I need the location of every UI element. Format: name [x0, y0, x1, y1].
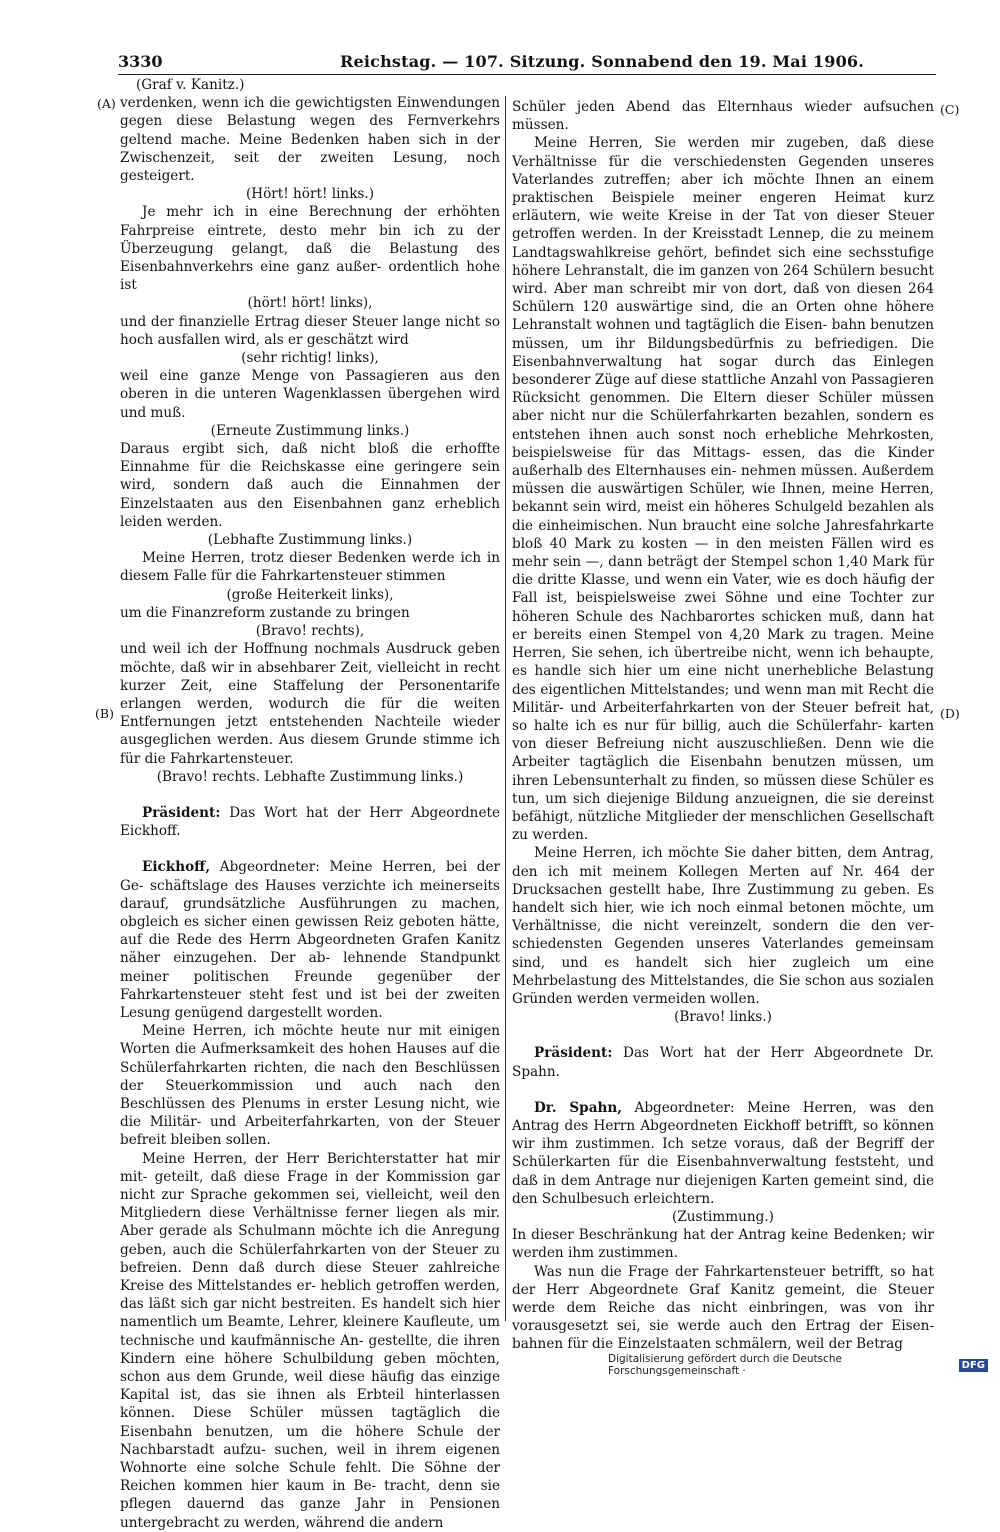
- speech-text: Abgeordneter: Meine Herren, bei der Ge- schäftslage des Hauses verzichte ich meinerseits darauf, grundsätzliche Ausführungen zu machen, obgleich es sicher einen gewissen Reiz geboten hätte, auf die Rede des Herrn Abgeordneten Grafen Kanitz näher einzugehen. Der ab- lehnende Standpunkt meiner politischen Freunde gegenüber der Fahrkartensteuer steht fest und ist bei der zweiten Lesung genügend dargestellt worden.: [120, 859, 500, 1021]
- paragraph: Was nun die Frage der Fahrkartensteuer betrifft, so hat der Herr Abgeordnete Graf Kanitz gemeint, die Steuer werde dem Reiche das nicht einbringen, was von ihr vorausgesetzt sei, sie werde auch den Ertrag der Eisen- bahnen für die Einzelstaaten schmälern, weil der Betrag: [512, 1263, 934, 1353]
- paragraph: und der finanzielle Ertrag dieser Steuer lange nicht so hoch ausfallen wird, als er geschätzt wird: [120, 313, 500, 348]
- interjection: (Bravo! rechts. Lebhafte Zustimmung links.): [156, 768, 464, 785]
- page-header: [118, 52, 936, 75]
- speaker-name: Dr. Spahn,: [534, 1099, 622, 1116]
- speaker-tag: (Graf v. Kanitz.): [136, 77, 245, 93]
- running-head: Reichstag. — 107. Sitzung. Sonnabend den 19. Mai 1906.: [339, 52, 865, 71]
- paragraph: Meine Herren, der Herr Berichterstatter hat mir mit- geteilt, daß diese Frage in der Kommission gar nicht zur Sprache gekommen sei, vielleicht, weil den Mitgliedern diese Verhältnisse ferner liegen als mir. Aber gerade als Schulmann möchte ich die Anregung geben, auch die Schülerfahrkarten von der Steuer zu befreien. Denn daß durch diese Steuer zahlreiche Kreise des Mittelstandes er- heblich getroffen werden, das läßt sich gar nicht bestreiten. Es handelt sich hier namentlich um Beamte, Lehrer, kleinere Kaufleute, um technische und kaufmännische An- gestellte, die ihren Kindern eine höhere Schulbildung geben möchten, schon aus dem Grunde, weil diese häufig das einzige Kapital ist, das sie ihnen als Erbteil hinterlassen können. Diese Schüler müssen tagtäglich die Eisenbahn benutzen, um die höhere Schule der Nachbarstadt aufzu- suchen, weil in ihrem eigenen Wohnorte eine solche Schule fehlt. Die Söhne der Reichen kommen hier kaum in Be- tracht, denn sie pflegen dauernd das ganze Jahr in Pensionen untergebracht zu werden, während die andern: [120, 1150, 500, 1531]
- speech-start: [512, 1099, 934, 1208]
- interjection: (sehr richtig! links),: [241, 350, 379, 367]
- interjection: (hört! hört! links),: [247, 295, 373, 312]
- interjection: (Lebhafte Zustimmung links.): [207, 532, 413, 549]
- margin-marker-b: (B): [95, 706, 114, 721]
- paragraph: Schüler jeden Abend das Elternhaus wieder aufsuchen müssen.: [512, 99, 934, 134]
- president-remark: [512, 1044, 934, 1080]
- paragraph: Meine Herren, Sie werden mir zugeben, daß diese Verhältnisse für die verschiedensten Gegenden unseres Vaterlandes zutreffen; aber ich möchte Ihnen an einem praktischen Beispiele meiner engeren Heimat kurz erläutern, wie weite Kreise in der Tat von dieser Steuer getroffen werden. In der Kreisstadt Lennep, die zu meinem Landtagswahlkreise gehört, befindet sich eine sechsstufige höhere Lehranstalt, die im ganzen von 264 Schülern besucht wird. Aber man schreibt mir von dort, daß von diesen 264 Schülern 120 auswärtige sind, die an Orten ohne höhere Lehranstalt wohnen und tagtäglich die Eisen- bahn benutzen müssen, um ihr Bildungsbedürfnis zu befriedigen. Die Eisenbahnverwaltung hat sogar durch das Einlegen besonderer Züge auf diese stattliche Anzahl von Passagieren Rücksicht genommen. Die Eltern dieser Schüler müssen aber nicht nur die Schülerfahrkarten bezahlen, sondern es entstehen ihnen auch sonst noch erhebliche Mehrkosten, beispielsweise für das Mittags- essen, das die Kinder außerhalb des Elternhauses ein- nehmen müssen. Außerdem müssen die auswärtigen Schüler, wie Ihnen, meine Herren, bekannt sein wird, meist ein höheres Schulgeld bezahlen als die einheimischen. Nun braucht eine solche Jahresfahrkarte bloß 40 Mark zu kosten — in den meisten Fällen wird es mehr sein —, dann beträgt der Stempel schon 1,40 Mark für die dritte Klasse, und wenn ein Vater, wie es doch häufig der Fall ist, beispielsweise zwei Söhne und eine Tochter zur höheren Schule des Nachbarortes schicken muß, dann hat er bereits einen Stempel von 4,20 Mark zu tragen. Meine Herren, Sie sehen, ich übertreibe nicht, wenn ich behaupte, es handle sich hier um eine nicht unerhebliche Belastung des eigentlichen Mittelstandes; und wenn man mit Recht die Militär- und Arbeiterfahrkarten von der Steuer befreit hat, so halte ich es nur für billig, auch die Schülerfahr- karten von dieser Befreiung nicht auszuschließen. Denn wie die Arbeiter tagtäglich die Eisenbahn benutzen müssen, um ihren Lebensunterhalt zu finden, so müssen diese Schüler es tun, um sich diejenige Bildung anzueignen, die sie dereinst befähigt, nützliche Mitglieder der menschlichen Gesellschaft zu werden.: [512, 135, 934, 844]
- margin-marker-a: (A): [97, 96, 116, 111]
- interjection: (Bravo! links.): [674, 1009, 772, 1026]
- speech-text: Abgeordneter: Meine Herren, was den Antrag des Herrn Abgeordneten Eickhoff betrifft, so können wir ihm zustimmen. Ich setze voraus, daß der Begriff der Schülerkarten für die Eisenbahnverwaltung feststeht, und daß in dem Antrage nur diejenigen Karten gemeint sind, die den Schulbesuch erleichtern.: [512, 1099, 934, 1207]
- interjection: (Hört! hört! links.): [245, 186, 375, 203]
- speaker-name: Eickhoff,: [142, 859, 211, 876]
- paragraph: weil eine ganze Menge von Passagieren aus den oberen in die unteren Wagenklassen übergehen wird und muß.: [120, 368, 500, 421]
- left-column: [120, 76, 500, 1532]
- remark-text: Das Wort hat der Herr Abgeordnete Eickhoff.: [120, 804, 500, 840]
- column-divider: [505, 96, 506, 1321]
- paragraph: verdenken, wenn ich die gewichtigsten Einwendungen gegen diese Belastung wegen des Fernverkehrs geltend mache. Meine Bedenken haben sich in der Zwischenzeit, seit der zweiten Lesung, noch gesteigert.: [120, 95, 500, 185]
- digitization-credit: [608, 1354, 988, 1376]
- speech-start: [120, 858, 500, 1022]
- paragraph: um die Finanzreform zustande zu bringen: [120, 604, 410, 621]
- paragraph: Daraus ergibt sich, daß nicht bloß die erhoffte Einnahme für die Reichskasse eine geringere sein wird, sondern daß auch die Einnahmen der Einzelstaaten aus den Eisenbahnen ganz erheblich leiden werden.: [120, 441, 500, 530]
- speaker-name: Präsident:: [142, 804, 221, 821]
- paragraph: und weil ich der Hoffnung nochmals Ausdruck geben möchte, daß wir in absehbarer Zeit, vielleicht in recht kurzer Zeit, eine Staffelung der Personentarife erlangen werden, wodurch die für die weiten Entfernungen jetzt entstehenden Nachteile wieder ausgeglichen werden. Aus diesem Grunde stimme ich für die Fahrkartensteuer.: [120, 641, 500, 767]
- paragraph: Meine Herren, ich möchte Sie daher bitten, dem Antrag, den ich mit meinem Kollegen Merten auf Nr. 464 der Drucksachen gestellt habe, Ihre Zustimmung zu geben. Es handelt sich hier, wie ich noch einmal betonen möchte, um Verhältnisse, die nicht vereinzelt, sondern die den ver- schiedensten Gegenden unseres Vaterlandes gemeinsam sind, und es handelt sich hier zugleich um eine Mehrbelastung des Mittelstandes, die Sie schon aus sozialen Gründen werden vermeiden wollen.: [512, 845, 934, 1007]
- paragraph: In dieser Beschränkung hat der Antrag keine Bedenken; wir werden ihm zustimmen.: [512, 1227, 934, 1262]
- interjection: (Erneute Zustimmung links.): [210, 422, 410, 439]
- president-remark: [120, 804, 500, 840]
- remark-text: Das Wort hat der Herr Abgeordnete Dr. Spahn.: [512, 1045, 935, 1080]
- interjection: (Zustimmung.): [672, 1208, 774, 1225]
- dfg-logo: DFG: [959, 1359, 988, 1372]
- right-column: [512, 98, 934, 1354]
- paragraph: Je mehr ich in eine Berechnung der erhöhten Fahrpreise eintrete, desto mehr bin ich zu der Überzeugung gelangt, daß die Belastung des Eisenbahnverkehrs eine ganz außer- ordentlich hohe ist: [120, 204, 500, 294]
- credit-text: Digitalisierung gefördert durch die Deutsche Forschungsgemeinschaft ·: [608, 1353, 842, 1377]
- margin-marker-d: (D): [940, 706, 960, 721]
- interjection: (große Heiterkeit links),: [226, 586, 394, 603]
- interjection: (Bravo! rechts),: [255, 623, 365, 640]
- paragraph: Meine Herren, trotz dieser Bedenken werde ich in diesem Falle für die Fahrkartensteuer stimmen: [120, 550, 500, 585]
- paragraph: Meine Herren, ich möchte heute nur mit einigen Worten die Aufmerksamkeit des hohen Hauses auf die Schülerfahrkarten richten, die nach den Beschlüssen der Steuerkommission und auch nach den Beschlüssen des Plenums in erster Lesung nicht, wie die Militär- und Arbeiterfahrkarten, von der Steuer befreit bleiben sollen.: [120, 1023, 500, 1149]
- page-number: 3330: [118, 52, 163, 71]
- margin-marker-c: (C): [940, 102, 960, 117]
- speaker-name: Präsident:: [534, 1045, 613, 1062]
